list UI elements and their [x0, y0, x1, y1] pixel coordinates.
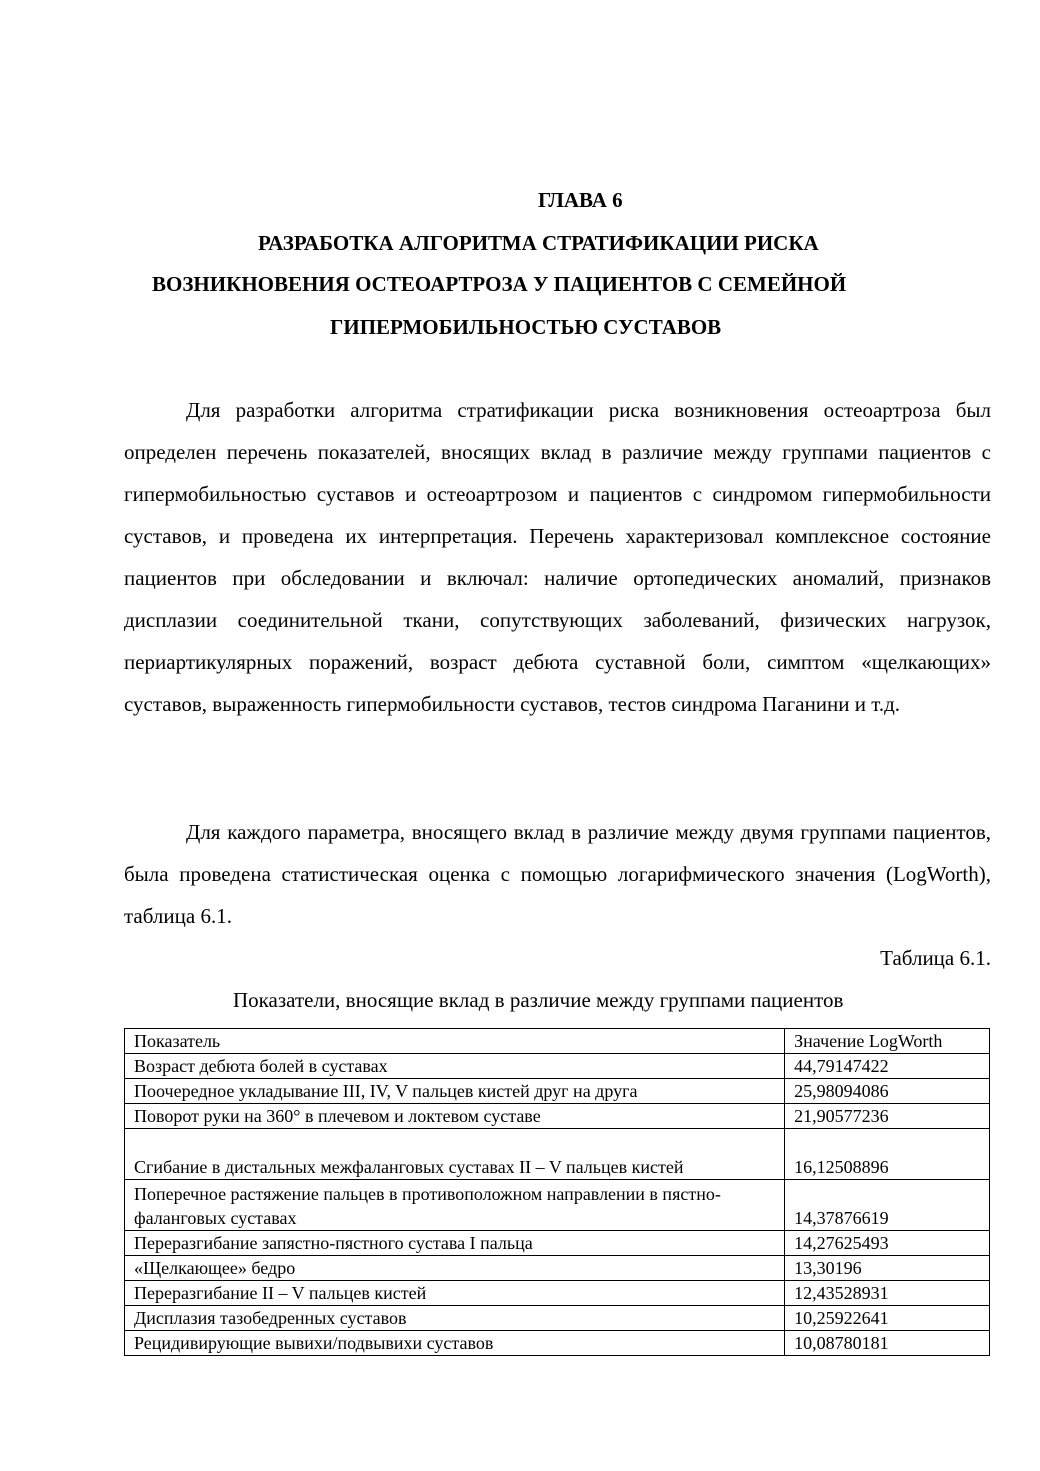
paragraph-2: Для каждого параметра, вносящего вклад в различие между двумя группами пациентов, была проведена статистическая оценка с помощью логарифмического значения (LogWorth), таблица 6.1. [124, 820, 991, 928]
indicator-cell: Рецидивирующие вывихи/подвывихи суставов [125, 1331, 785, 1356]
indicator-cell: Переразгибание II – V пальцев кистей [125, 1281, 785, 1306]
logworth-cell: 16,12508896 [785, 1129, 990, 1180]
table-row [125, 1180, 990, 1231]
logworth-cell: 14,37876619 [785, 1180, 990, 1231]
logworth-table [124, 1028, 990, 1356]
header-cell-indicator: Показатель [125, 1029, 785, 1054]
logworth-cell: 21,90577236 [785, 1104, 990, 1129]
chapter-title-line-1: РАЗРАБОТКА АЛГОРИТМА СТРАТИФИКАЦИИ РИСКА [258, 231, 819, 255]
table-number: Таблица 6.1. [880, 946, 991, 970]
table-row [125, 1231, 990, 1256]
indicator-cell: Дисплазия тазобедренных суставов [125, 1306, 785, 1331]
indicator-cell: Переразгибание запястно-пястного сустава I пальца [125, 1231, 785, 1256]
logworth-cell: 14,27625493 [785, 1231, 990, 1256]
table-row [125, 1054, 990, 1079]
logworth-cell: 10,25922641 [785, 1306, 990, 1331]
indicator-cell: Поворот руки на 360° в плечевом и локтевом суставе [125, 1104, 785, 1129]
header-cell-logworth: Значение LogWorth [785, 1029, 990, 1054]
logworth-cell: 25,98094086 [785, 1079, 990, 1104]
chapter-number: ГЛАВА 6 [538, 188, 623, 212]
table-caption: Показатели, вносящие вклад в различие между группами пациентов [233, 988, 844, 1012]
table-row [125, 1129, 990, 1180]
chapter-title-line-2: ВОЗНИКНОВЕНИЯ ОСТЕОАРТРОЗА У ПАЦИЕНТОВ С СЕМЕЙНОЙ [152, 272, 847, 296]
table-header-row [125, 1029, 990, 1054]
table-row [125, 1079, 990, 1104]
indicator-cell: Поочередное укладывание III, IV, V пальцев кистей друг на друга [125, 1079, 785, 1104]
indicator-cell: Возраст дебюта болей в суставах [125, 1054, 785, 1079]
table-row [125, 1256, 990, 1281]
table-row [125, 1281, 990, 1306]
logworth-cell: 13,30196 [785, 1256, 990, 1281]
paragraph-1: Для разработки алгоритма стратификации риска возникновения остеоартроза был определен перечень показателей, вносящих вклад в различие между группами пациентов с гипермобильностью суставов и остеоартрозом и пациентов с синдромом гипермобильности суставов, и проведена их интерпретация. Перечень характеризовал комплексное состояние пациентов при обследовании и включал: наличие ортопедических аномалий, признаков дисплазии соединительной ткани, сопутствующих заболеваний, физических нагрузок, периартикулярных поражений, возраст дебюта суставной боли, симптом «щелкающих» суставов, выраженность гипермобильности суставов, тестов синдрома Паганини и т.д. [124, 398, 991, 716]
chapter-title-line-3: ГИПЕРМОБИЛЬНОСТЬЮ СУСТАВОВ [330, 315, 722, 339]
logworth-cell: 44,79147422 [785, 1054, 990, 1079]
logworth-cell: 10,08780181 [785, 1331, 990, 1356]
table-row [125, 1331, 990, 1356]
indicator-cell: Сгибание в дистальных межфаланговых суставах II – V пальцев кистей [125, 1129, 785, 1180]
logworth-cell: 12,43528931 [785, 1281, 990, 1306]
indicator-cell: «Щелкающее» бедро [125, 1256, 785, 1281]
table-row [125, 1306, 990, 1331]
table-row [125, 1104, 990, 1129]
indicator-cell: Поперечное растяжение пальцев в противоположном направлении в пястно-фаланговых суставах [125, 1180, 785, 1231]
